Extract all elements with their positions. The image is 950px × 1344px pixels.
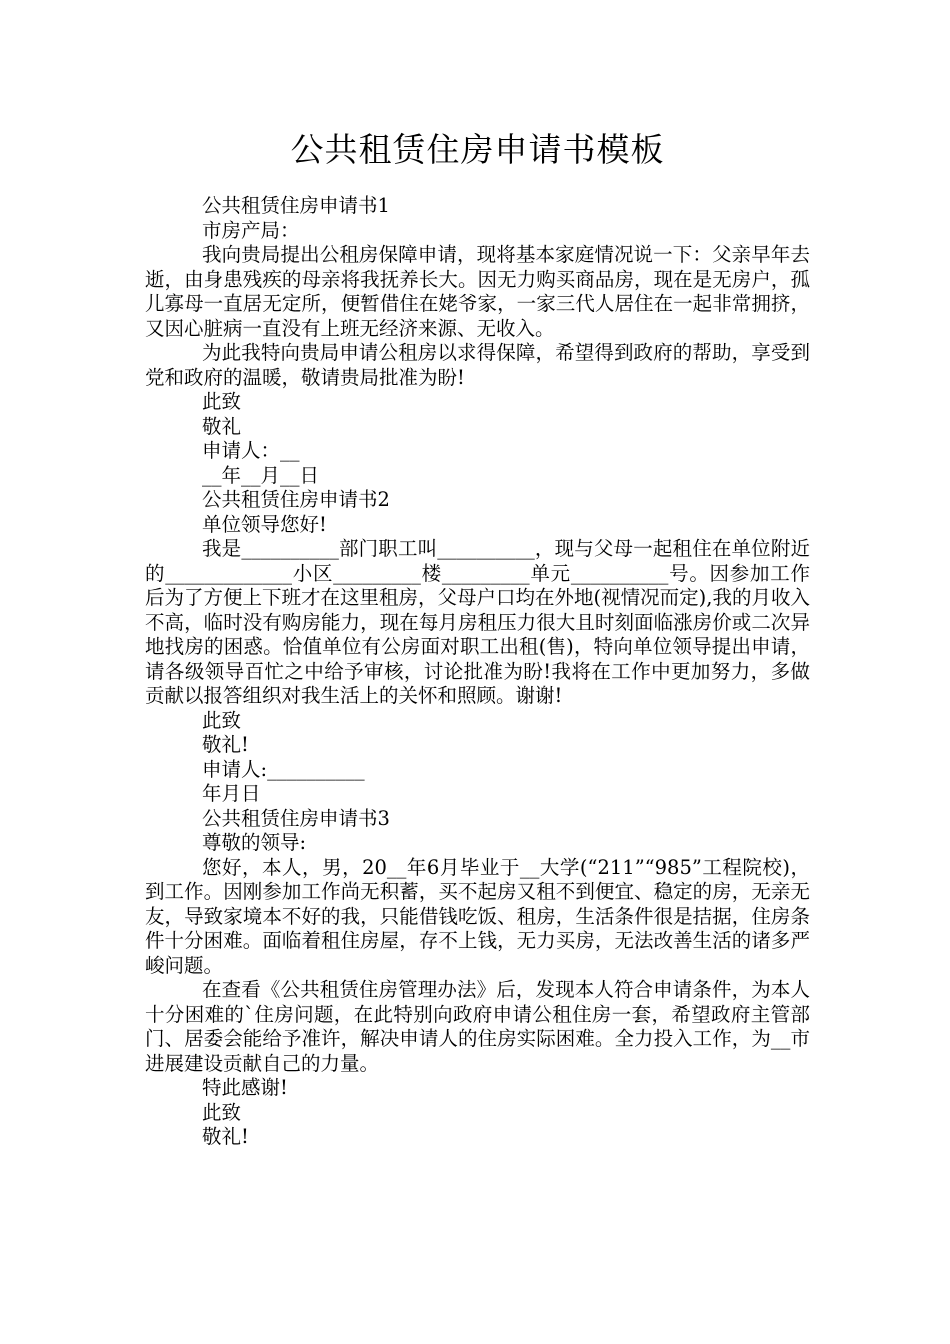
body-paragraph: 我是__________部门职工叫__________，现与父母一起租住在单位附近的_____________小区_________楼_________单元__________号。因参加工作后为了方便上下班才在这里租房，父母户口均在外地(视情况而定),我的月收入不高，临时没有购房能力，现在每月房租压力很大且时刻面临涨房价或二次异地找房的困惑。恰值单位有公房面对职工出租(售)，特向单位领导提出申请，请各级领导百忙之中给予审核，讨论批准为盼!我将在工作中更加努力，多做贡献以报答组织对我生活上的关怀和照顾。谢谢! — [145, 537, 810, 707]
closing-line: 此致 — [202, 390, 242, 413]
date-line: 年月日 — [202, 782, 261, 805]
closing-line: 敬礼 — [202, 414, 242, 438]
closing-line: 敬礼! — [202, 733, 249, 756]
section-heading-3: 公共租赁住房申请书3 — [202, 806, 390, 830]
body-paragraph: 我向贵局提出公租房保障申请，现将基本家庭情况说一下：父亲早年去逝，由身患残疾的母亲将我抚养长大。因无力购买商品房，现在是无房户，孤儿寡母一直居无定所，便暂借住在姥爷家，一家三代人居住在一起非常拥挤，又因心脏病一直没有上班无经济来源、无收入。 — [145, 243, 810, 340]
closing-line: 此致 — [202, 1100, 242, 1124]
applicant-line: 申请人:__________ — [202, 757, 365, 781]
body-paragraph: 您好，本人，男，20__年6月毕业于__大学(“211”“985”工程院校)，到工作。因刚参加工作尚无积蓄，买不起房又租不到便宜、稳定的房，无亲无友，导致家境本不好的我，只能借钱吃饭、租房，生活条件很是拮据，住房条件十分困难。面临着租住房屋，存不上钱，无力买房，无法改善生活的诸多严峻问题。 — [145, 855, 811, 977]
salutation-3: 尊敬的领导: — [202, 831, 307, 854]
date-line: __年__月__日 — [202, 463, 320, 487]
section-heading-2: 公共租赁住房申请书2 — [202, 488, 390, 511]
body-paragraph: 在查看《公共租赁住房管理办法》后，发现本人符合申请条件，为本人十分困难的`住房问题，在此特别向政府申请公租住房一套，希望政府主管部门、居委会能给予准许，解决申请人的住房实际困难。全力投入工作，为__市进展建设贡献自己的力量。 — [145, 978, 810, 1075]
salutation-2: 单位领导您好! — [202, 512, 327, 536]
salutation-1: 市房产局： — [202, 218, 300, 242]
applicant-line: 申请人：__ — [202, 439, 300, 462]
document-title: 公共租赁住房申请书模板 — [290, 130, 665, 169]
closing-line: 此致 — [202, 708, 242, 732]
document-body — [145, 194, 810, 1150]
body-paragraph: 为此我特向贵局申请公租房以求得保障，希望得到政府的帮助，享受到党和政府的温暖，敬请贵局批准为盼! — [145, 341, 810, 389]
section-heading-1: 公共租赁住房申请书1 — [202, 194, 390, 217]
closing-line: 特此感谢! — [202, 1076, 288, 1099]
closing-line: 敬礼! — [202, 1125, 249, 1148]
